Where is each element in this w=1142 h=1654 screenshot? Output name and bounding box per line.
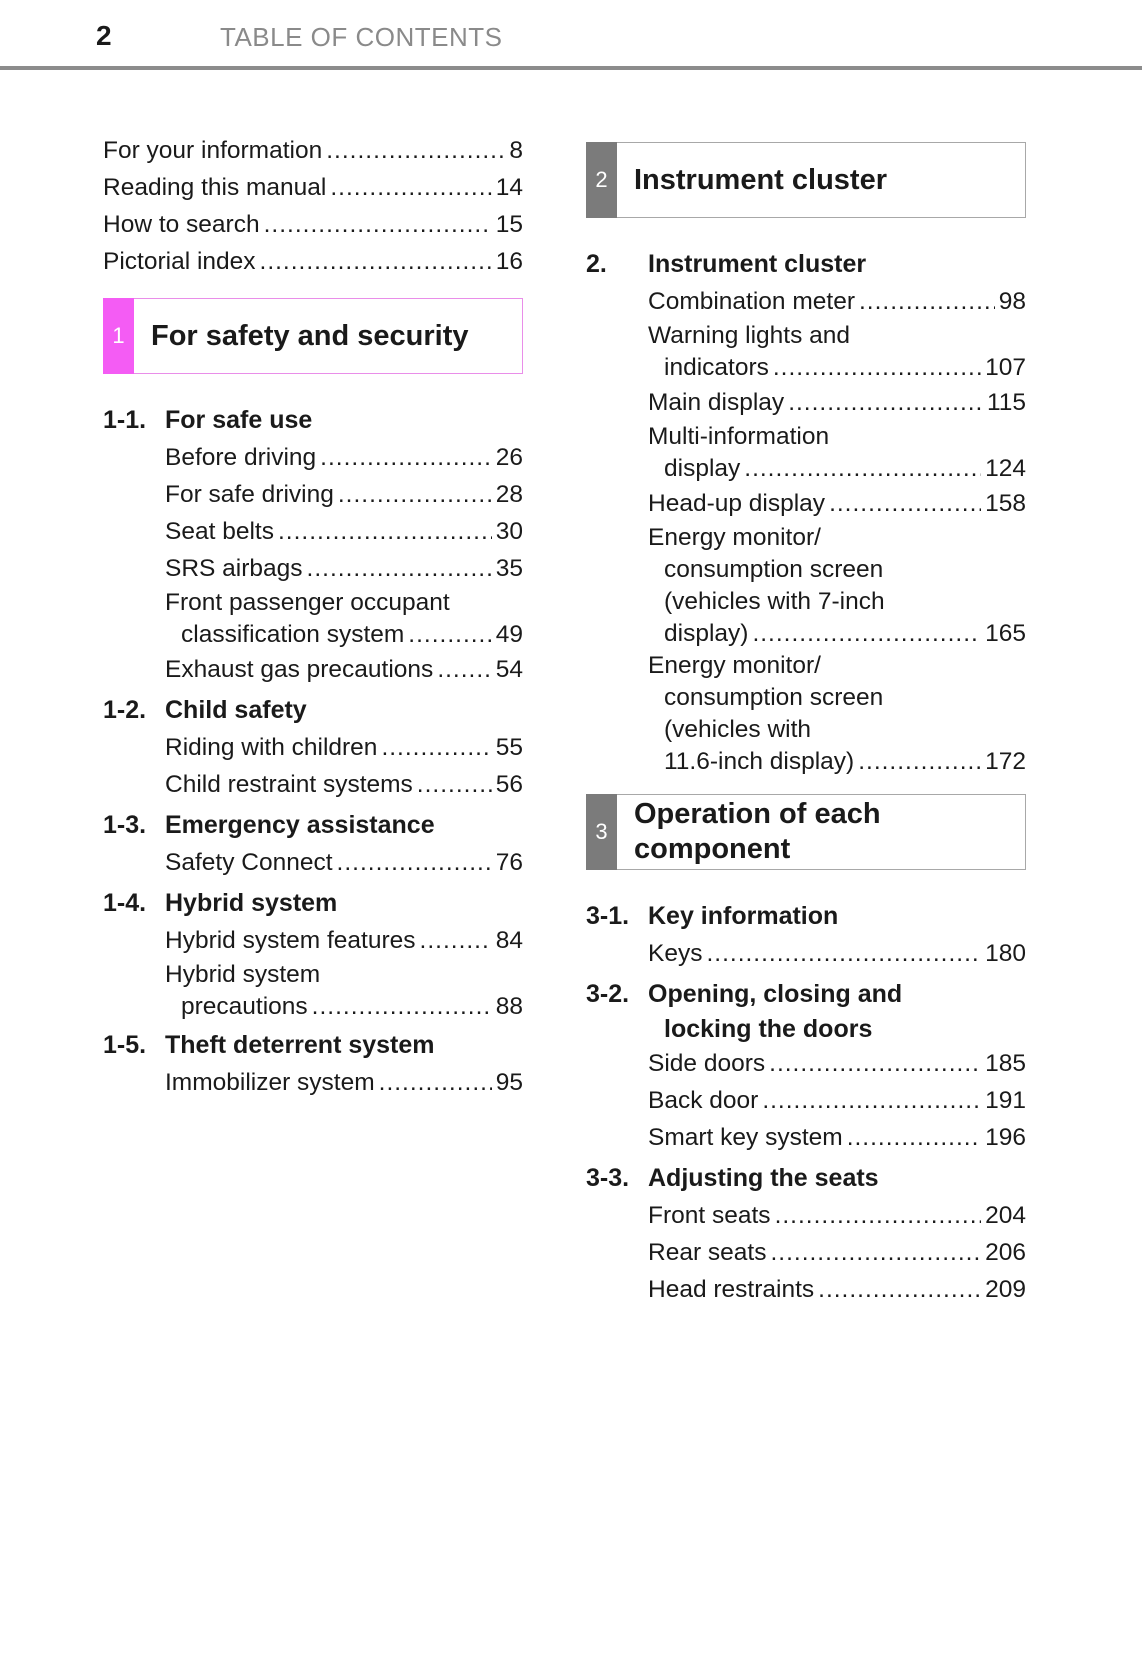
section-heading[interactable]: 1-2. Child safety [103,696,307,724]
toc-entry[interactable]: Riding with children ..... 55 [165,729,523,766]
toc-entry[interactable]: Hybrid system features ..... 84 [165,922,523,959]
chapter-2-title: Instrument cluster [634,163,887,196]
toc-entry[interactable]: Safety Connect ..... 76 [165,844,523,881]
toc-entry-multiline[interactable]: Energy monitor/ consumption screen (vehicles with 7-inch display) ..... 165 [648,522,1026,650]
toc-entry[interactable]: Back door ..... 191 [648,1082,1026,1119]
toc-entry[interactable]: How to search ..... 15 [103,206,523,243]
chapter-1-banner[interactable] [103,298,523,374]
chapter-3-tab: 3 [586,794,617,870]
chapter-1-title: For safety and security [151,319,469,352]
toc-entry[interactable]: Rear seats ..... 206 [648,1234,1026,1271]
toc-entry-multiline[interactable]: Warning lights and indicators ..... 107 [648,320,1026,384]
toc-entry[interactable]: Exhaust gas precautions ..... 54 [165,651,523,688]
chapter-2-banner[interactable] [586,142,1026,218]
section-heading[interactable]: 1-5. Theft deterrent system [103,1031,435,1059]
toc-entry[interactable]: For safe driving ..... 28 [165,476,523,513]
toc-entry[interactable]: Reading this manual ..... 14 [103,169,523,206]
section-heading[interactable]: 1-4. Hybrid system [103,889,338,917]
header-rule [0,66,1142,70]
section-heading[interactable]: 1-1. For safe use [103,406,313,434]
right-column [586,142,1026,1308]
chapter-3-banner[interactable] [586,794,1026,870]
section-heading[interactable]: 3-3. Adjusting the seats [586,1164,879,1192]
toc-entry-multiline[interactable]: Front passenger occupant classification system ..... 49 [165,587,523,651]
header-title: TABLE OF CONTENTS [220,22,503,52]
toc-entry[interactable]: Pictorial index ..... 16 [103,243,523,280]
section-heading[interactable]: 3-1. Key information [586,902,839,930]
toc-entry[interactable]: Head restraints ..... 209 [648,1271,1026,1308]
toc-entry-multiline[interactable]: Energy monitor/ consumption screen (vehicles with 11.6-inch display) ..... 172 [648,650,1026,778]
chapter-3-title: Operation of each component [634,798,881,865]
toc-entry[interactable]: Keys ..... 180 [648,935,1026,972]
page-number: 2 [96,20,112,51]
toc-entry[interactable]: Smart key system ..... 196 [648,1119,1026,1156]
toc-entry[interactable]: Main display ..... 115 [648,384,1026,421]
section-heading[interactable]: 3-2. Opening, closing and locking the doors [586,980,903,1043]
left-column [103,132,523,1101]
section-heading[interactable]: 2. Instrument cluster [586,250,867,278]
toc-entry[interactable]: Side doors ..... 185 [648,1045,1026,1082]
toc-entry[interactable]: Front seats ..... 204 [648,1197,1026,1234]
page-header [0,0,1142,72]
section-heading[interactable]: 1-3. Emergency assistance [103,811,435,839]
toc-entry[interactable]: Combination meter ..... 98 [648,283,1026,320]
toc-entry[interactable]: Before driving ..... 26 [165,439,523,476]
toc-entry-multiline[interactable]: Hybrid system precautions ..... 88 [165,959,523,1023]
toc-entry[interactable]: For your information ..... 8 [103,132,523,169]
chapter-2-tab: 2 [586,142,617,218]
toc-entry[interactable]: Child restraint systems ..... 56 [165,766,523,803]
toc-entry[interactable]: Head-up display ..... 158 [648,485,1026,522]
toc-entry[interactable]: Immobilizer system ..... 95 [165,1064,523,1101]
toc-entry-multiline[interactable]: Multi-information display ..... 124 [648,421,1026,485]
chapter-1-tab: 1 [103,298,134,374]
toc-entry[interactable]: SRS airbags ..... 35 [165,550,523,587]
toc-entry[interactable]: Seat belts ..... 30 [165,513,523,550]
